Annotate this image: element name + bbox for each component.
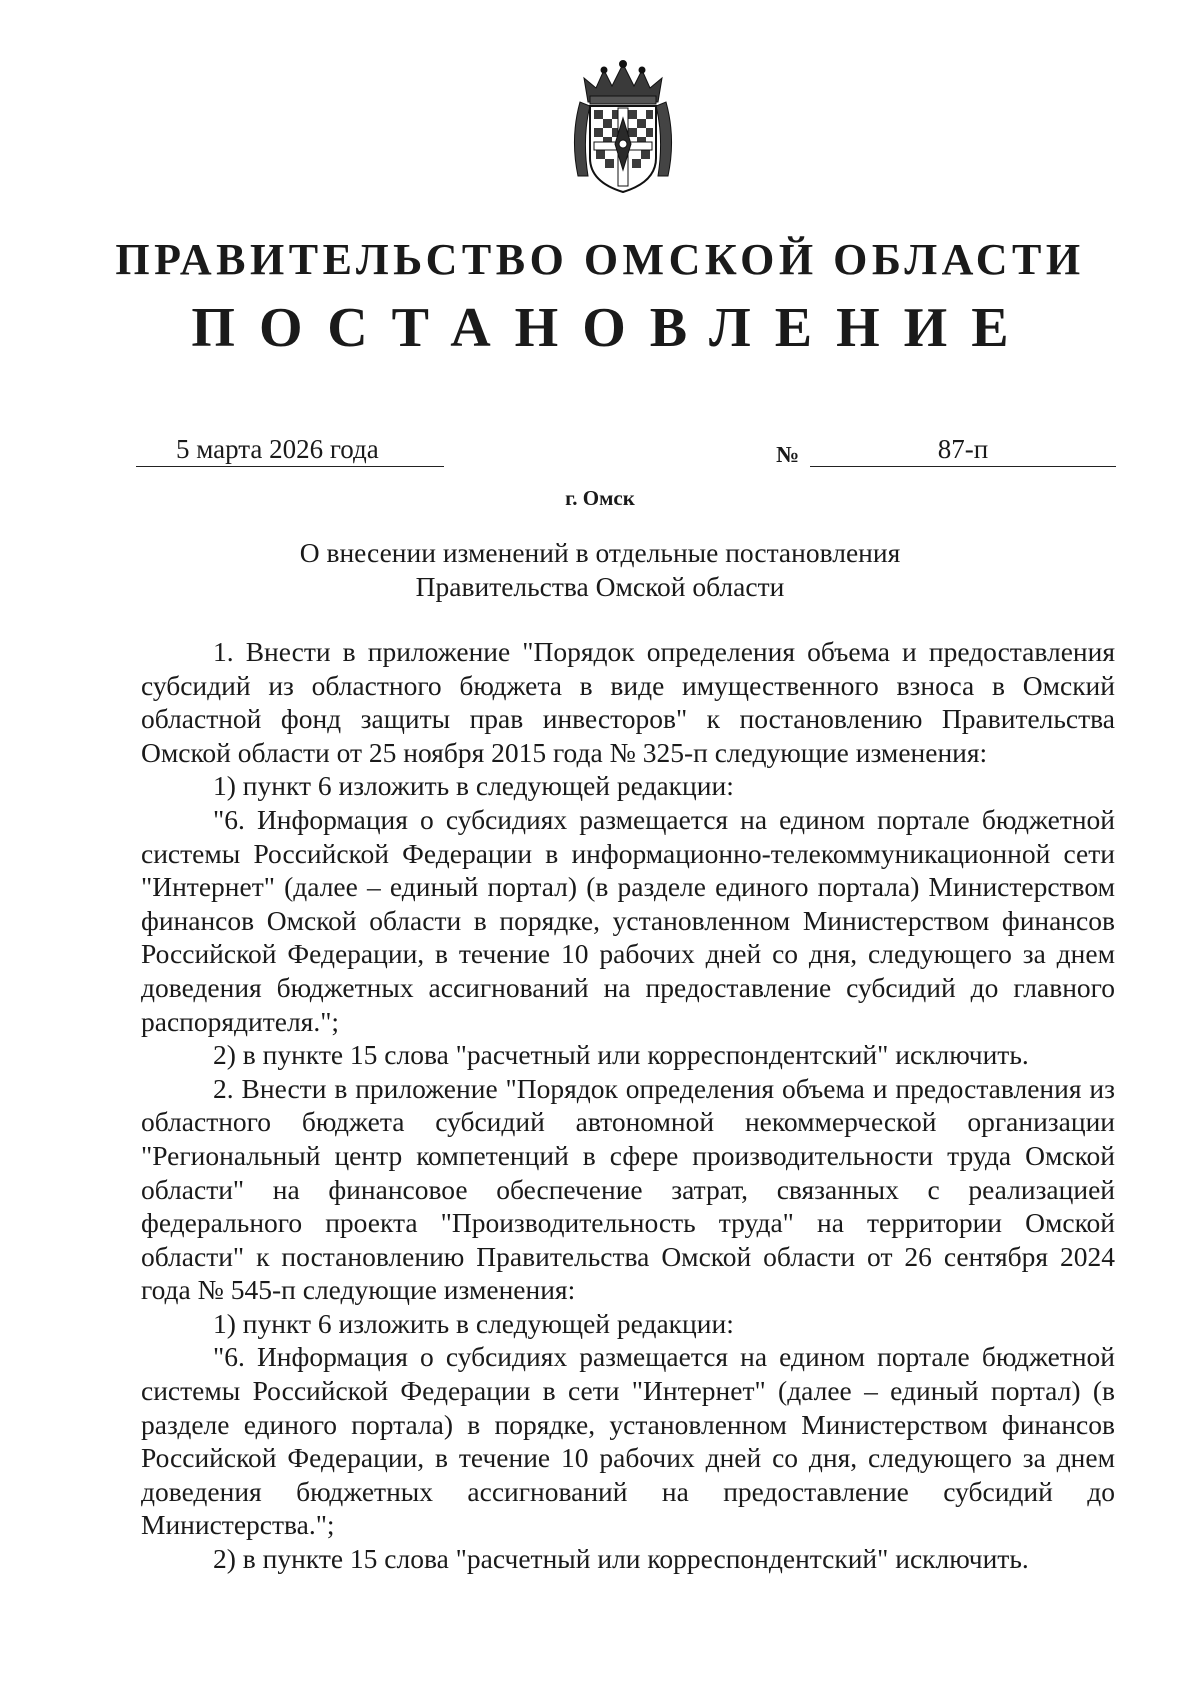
document-title (0, 536, 1200, 604)
document-date: 5 марта 2026 года (176, 434, 379, 464)
number-field (810, 432, 1116, 467)
paragraph: "6. Информация о субсидиях размещается на едином портале бюджетной системы Российской Федерации в информационно-телекоммуникационной сети "Интернет" (далее – единый портал) (в разделе единого портала) Министерством финансов Омской области в порядке, установленном Министерством финансов Российской Федерации, в течение 10 рабочих дней со дня, следующего за днем доведения бюджетных ассигнований на предоставление субсидий до главного распорядителя."; (141, 803, 1115, 1037)
paragraph: 1. Внести в приложение "Порядок определения объема и предоставления субсидий из областного бюджета в виде имущественного взноса в Омский областной фонд защиты прав инвесторов" к постановлению Правительства Омской области от 25 ноября 2015 года № 325-п следующие изменения: (141, 636, 1115, 768)
city: г. Омск (565, 486, 635, 510)
document-body (141, 635, 1115, 1576)
title-line-2: Правительства Омской области (415, 571, 785, 602)
paragraph: 1) пункт 6 изложить в следующей редакции: (213, 1307, 734, 1339)
government-name: ПРАВИТЕЛЬСТВО ОМСКОЙ ОБЛАСТИ (115, 235, 1085, 284)
paragraph: 2. Внести в приложение "Порядок определения объема и предоставления из областного бюджета субсидий автономной некоммерческой организации "Региональный центр компетенций в сфере производительности труда Омской области" на финансовое обеспечение затрат, связанных с реализацией федерального проекта "Производительность труда" на территории Омской области" к постановлению Правительства Омской области от 26 сентября 2024 года № 545-п следующие изменения: (141, 1072, 1115, 1306)
document-number: 87-п (937, 434, 989, 464)
paragraph: "6. Информация о субсидиях размещается на едином портале бюджетной системы Российской Федерации в сети "Интернет" (далее – единый портал) (в разделе единого портала) в порядке, установленном Министерством финансов Российской Федерации, в течение 10 рабочих дней со дня, следующего за днем доведения бюджетных ассигнований на предоставление субсидий до Министерства."; (141, 1341, 1115, 1541)
date-field (136, 432, 444, 467)
number-sign: № (776, 442, 800, 467)
paragraph: 2) в пункте 15 слова "расчетный или корреспондентский" исключить. (213, 1543, 1029, 1575)
omsk-coat-of-arms-emblem (566, 58, 680, 196)
paragraph: 2) в пункте 15 слова "расчетный или корреспондентский" исключить. (213, 1039, 1029, 1071)
document-type: ПОСТАНОВЛЕНИЕ (191, 297, 1033, 359)
title-line-1: О внесении изменений в отдельные постановления (299, 537, 901, 568)
paragraph: 1) пункт 6 изложить в следующей редакции: (213, 770, 734, 802)
